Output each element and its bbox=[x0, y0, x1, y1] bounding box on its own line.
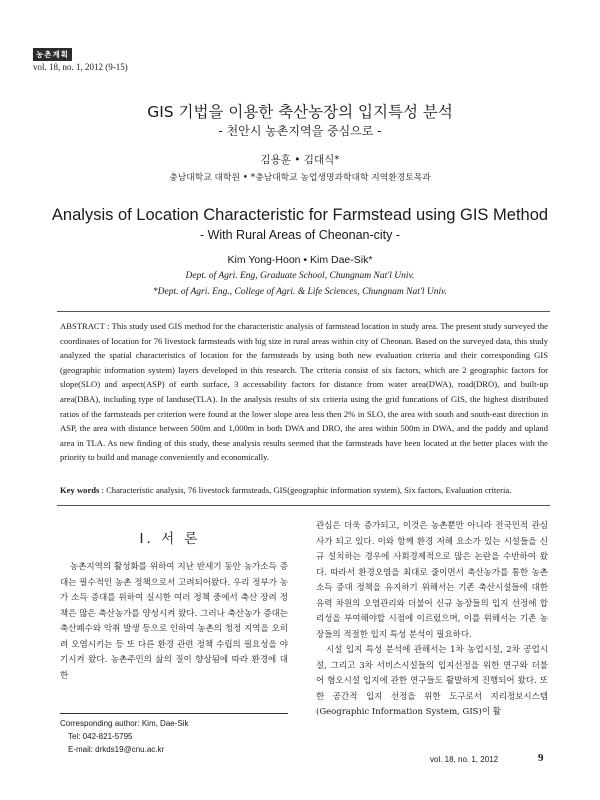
footnote-email: E-mail: drkds19@cnu.ac.kr bbox=[68, 745, 165, 754]
english-authors: Kim Yong-Hoon • Kim Dae-Sik* bbox=[227, 254, 373, 266]
right-paragraph-1: 관심은 더욱 증가되고, 이것은 농촌뿐만 아니라 전국민적 관심사가 되고 있다. 이와 함께 환경 저해 요소가 있는 시설들을 신규 설치하는 경우에 사회경제적으로 많은 논란을 수반하여 왔다. 따라서 환경오염을 최대로 줄이면서 축산농가를 통한 농촌 소득 증대 정책을 유지하기 위해서는 기존 축산시설들에 대한 유력 차원의 오염관리와 더불어 신규 농장들의 입지 선정에 합리성을 부여해야할 시점에 이르렀으며, 이를 위해서는 기존 농장들의 적절한 입지 특성 분석이 필요하다. bbox=[316, 521, 548, 640]
english-subtitle: - With Rural Areas of Cheonan-city - bbox=[199, 228, 401, 242]
abstract-top-rule bbox=[57, 311, 550, 312]
journal-badge: 농촌계획 bbox=[33, 48, 72, 61]
left-column bbox=[60, 560, 288, 684]
korean-subtitle: - 천안시 농촌지역을 중심으로 - bbox=[218, 124, 382, 138]
keywords-text: : Characteristic analysis, 76 livestock farmsteads, GIS(geographic information system), Six factors, Evaluation criteria. bbox=[99, 485, 512, 495]
keywords-label: Key words bbox=[60, 485, 100, 495]
footnote-tel: Tel: 042-821-5795 bbox=[68, 732, 133, 741]
section-heading-introduction: I. 서 론 bbox=[139, 531, 201, 547]
korean-title: GIS 기법을 이용한 축산농장의 입지특성 분석 bbox=[147, 103, 453, 121]
abstract-bottom-rule bbox=[57, 505, 550, 506]
english-affiliation-1: Dept. of Agri. Eng, Graduate School, Chungnam Nat'l Univ. bbox=[185, 271, 415, 281]
right-paragraph-2: 시설 입지 특성 분석에 관해서는 1차 농업시설, 2차 공업시설, 그리고 3차 서비스시설들의 입지선정을 위한 연구와 더불어 혐오시설 입지에 관한 연구들도 활발하게 진행되어 왔다. 또한 공간적 입지 선정을 위한 도구로서 지리정보시스템(Geographic Information System, GIS)이 활 bbox=[316, 645, 548, 717]
page-number: 9 bbox=[538, 752, 544, 764]
abstract: ABSTRACT : This study used GIS method for the characteristic analysis of farmstead location in study area. The present study surveyed the coordinates of location for 76 livestock farmsteads with big size in rural areas within city of Cheonan. Based on the surveyed data, this study analyzed the spatial characteristics of location for the farmsteads by using both new evaluation criteria and their corresponding GIS (geographic information system) layers developed in this research. The criteria consist of six factors, which are 2 geographic factors for slope(SLO) and aspect(ASP) of earth surface, 3 accessability factors for distance from water area(DWA), road(DRO), and built-up area(DBA), including type of landuse(TLA). In the analysis results of six criteria using the grid funcations of GIS, the highest distributed ratios of the farmsteads per criterion were found at the lower slope area less then 2% in SLO, the area with south and south-east direction in ASP, the area with distance between 500m and 1,000m in both DWA and DRO, the area within 500m in DWA, and the paddy and upland area in TLA. As new finding of this study, these analysis results seemed that the farmsteads have been located at the better places with the priority to build and manage conveniently and economically. bbox=[60, 321, 548, 463]
korean-affiliation: 충남대학교 대학원 • *충남대학교 농업생명과학대학 지역환경토목과 bbox=[169, 173, 431, 183]
korean-authors: 김용훈 • 김대식* bbox=[260, 154, 340, 166]
right-column bbox=[316, 519, 548, 721]
footer-journal-ref: vol. 18, no. 1, 2012 bbox=[430, 755, 499, 764]
footnote bbox=[60, 717, 189, 756]
journal-reference: vol. 18, no. 1, 2012 (9-15) bbox=[33, 62, 128, 72]
english-affiliation-2: *Dept. of Agri. Eng., College of Agri. & Life Sciences, Chungnam Nat'l Univ. bbox=[152, 287, 448, 297]
english-title: Analysis of Location Characteristic for Farmstead using GIS Method bbox=[51, 206, 549, 224]
left-paragraph-1: 농촌지역의 활성화를 위하여 지난 반세기 동안 농가소득 증대는 필수적인 농촌 정책으로서 고려되어왔다. 우리 정부가 농가 소득 증대를 위하여 실시한 여러 정책 중에서 축산 장려 정책은 많은 축산농가를 양성시켜 왔다. 그러나 축산농가 증대는 축산폐수와 악취 발생 등으로 인하여 농촌의 청정 지역을 오히려 오염시키는 등 또 다른 환경 관련 정책 수립의 필요성을 야기시켜 왔다. 농촌주민의 삶의 질이 향상됨에 따라 환경에 대한 bbox=[60, 562, 288, 681]
footnote-author: Corresponding author: Kim, Dae-Sik bbox=[60, 719, 189, 728]
footnote-rule bbox=[60, 713, 288, 714]
keywords bbox=[60, 485, 548, 495]
